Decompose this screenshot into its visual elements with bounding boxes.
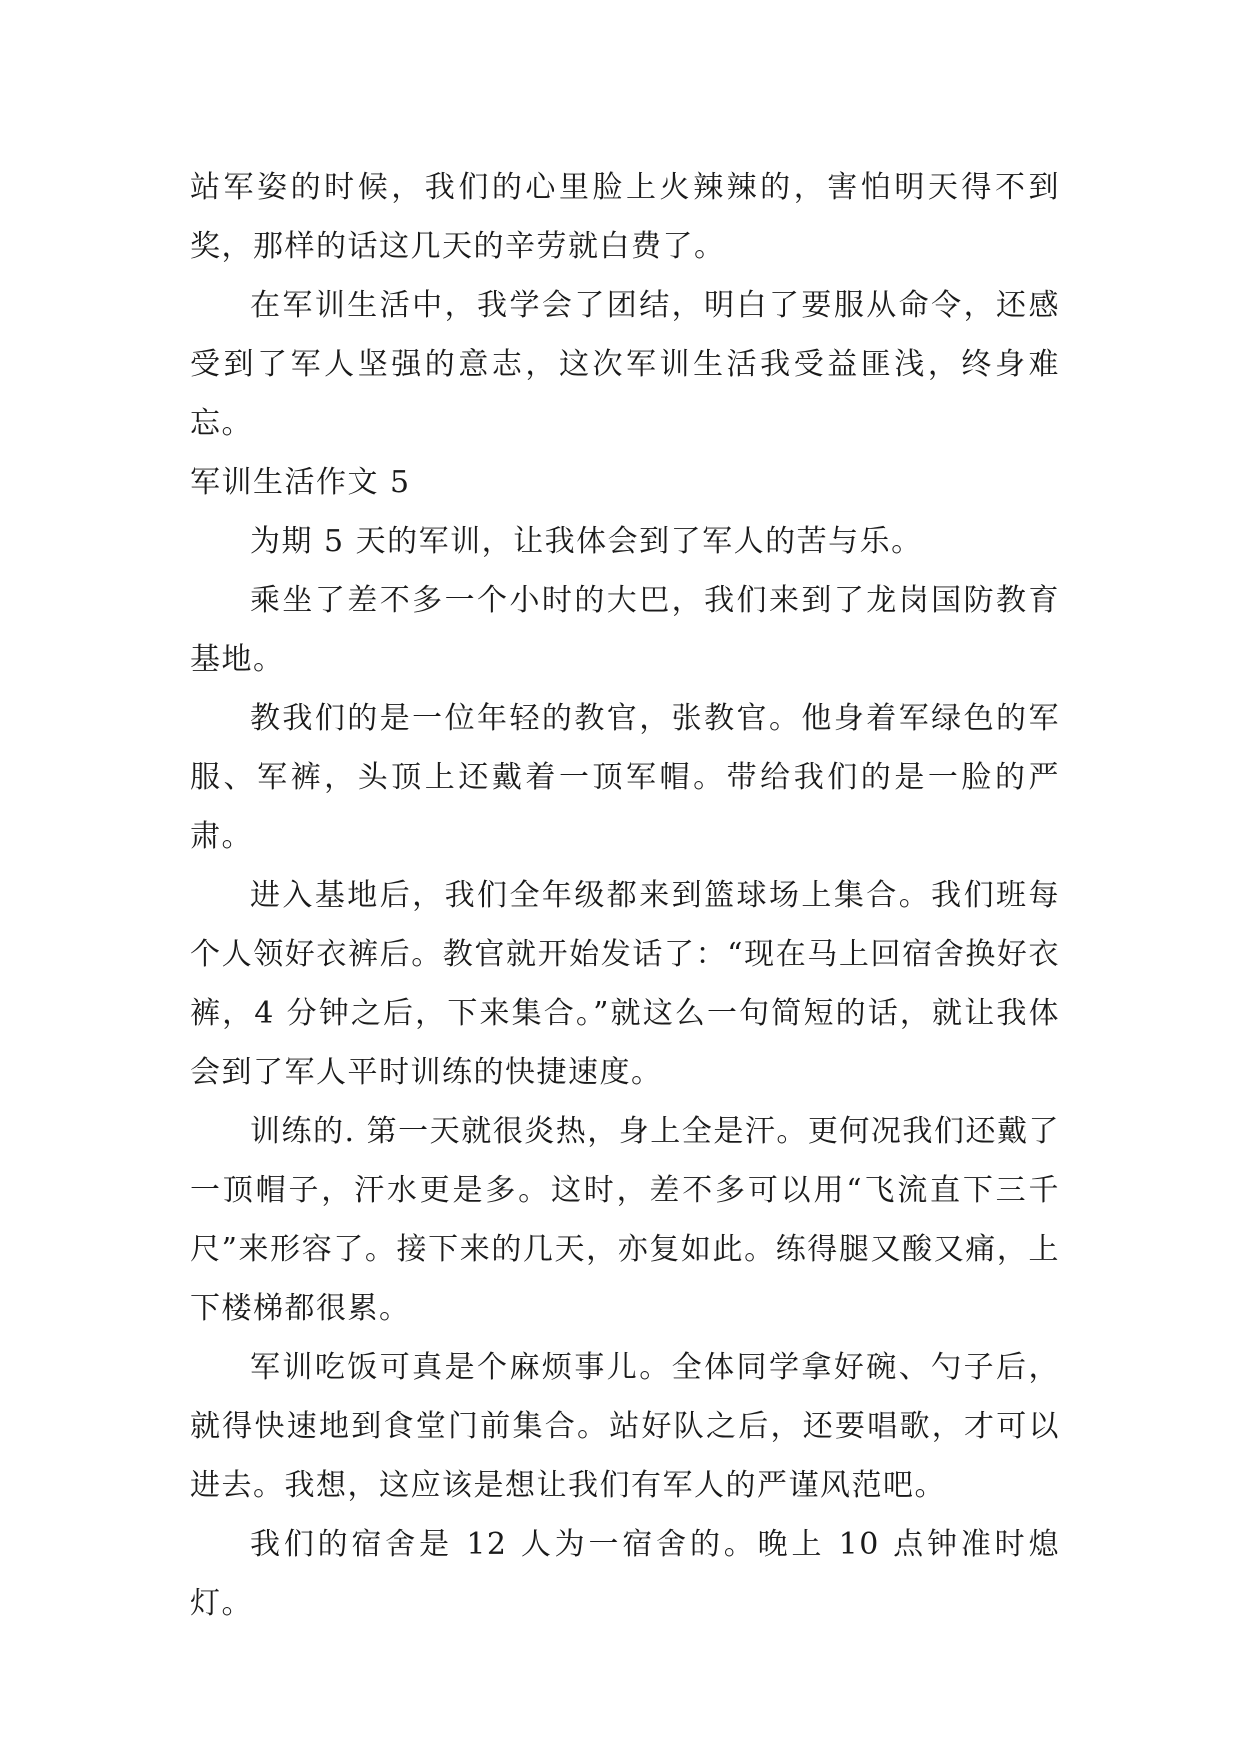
paragraph: 训练的. 第一天就很炎热，身上全是汗。更何况我们还戴了一顶帽子，汗水更是多。这时，差不多可以用“飞流直下三千尺”来形容了。接下来的几天，亦复如此。练得腿又酸又痛，上下楼梯都很累。: [190, 1114, 1060, 1326]
paragraph: 我们的宿舍是 12 人为一宿舍的。晚上 10 点钟准时熄灯。: [190, 1527, 1060, 1621]
paragraph-continuation: 站军姿的时候，我们的心里脸上火辣辣的，害怕明天得不到奖，那样的话这几天的辛劳就白费了。: [190, 170, 1060, 264]
section-heading: 军训生活作文 5: [190, 465, 411, 500]
paragraph: 乘坐了差不多一个小时的大巴，我们来到了龙岗国防教育基地。: [190, 583, 1060, 677]
paragraph: 在军训生活中，我学会了团结，明白了要服从命令，还感受到了军人坚强的意志，这次军训生活我受益匪浅，终身难忘。: [190, 288, 1060, 441]
paragraph: 教我们的是一位年轻的教官，张教官。他身着军绿色的军服、军裤，头顶上还戴着一顶军帽。带给我们的是一脸的严肃。: [190, 701, 1060, 854]
document-body: [190, 158, 1060, 1633]
paragraph: 进入基地后，我们全年级都来到篮球场上集合。我们班每个人领好衣裤后。教官就开始发话了：“现在马上回宿舍换好衣裤，4 分钟之后，下来集合。”就这么一句简短的话，就让我体会到了军人平时训练的快捷速度。: [190, 878, 1060, 1090]
paragraph: 军训吃饭可真是个麻烦事儿。全体同学拿好碗、勺子后，就得快速地到食堂门前集合。站好队之后，还要唱歌，才可以进去。我想，这应该是想让我们有军人的严谨风范吧。: [190, 1350, 1060, 1503]
paragraph: 为期 5 天的军训，让我体会到了军人的苦与乐。: [250, 524, 923, 559]
